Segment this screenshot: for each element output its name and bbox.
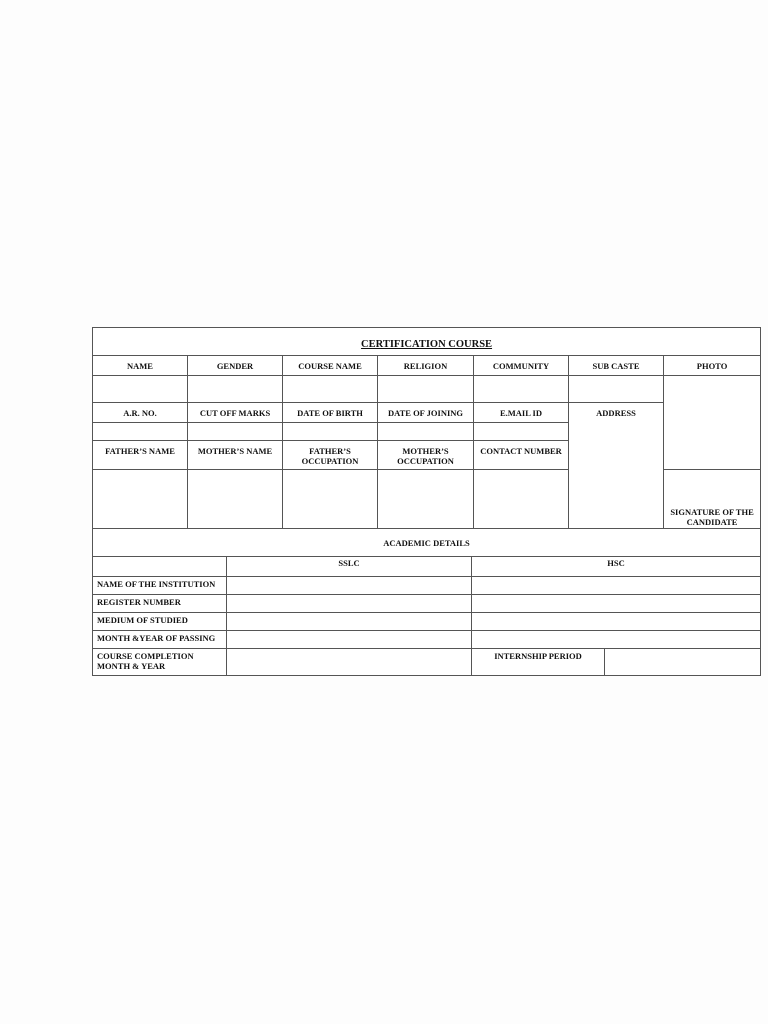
hsc-medium-field[interactable] — [472, 613, 761, 631]
ar-no-field[interactable] — [93, 423, 188, 441]
mothers-name-header: MOTHER’S NAME — [188, 441, 283, 470]
course-completion-label: COURSE COMPLETION MONTH & YEAR — [93, 649, 227, 676]
course-name-field[interactable] — [283, 376, 378, 403]
gender-header: GENDER — [188, 356, 283, 376]
name-field[interactable] — [93, 376, 188, 403]
cut-off-marks-field[interactable] — [188, 423, 283, 441]
register-number-label: REGISTER NUMBER — [93, 595, 227, 613]
contact-number-field[interactable] — [474, 470, 569, 529]
course-name-header: COURSE NAME — [283, 356, 378, 376]
internship-period-field[interactable] — [605, 649, 761, 676]
mothers-occupation-field[interactable] — [378, 470, 474, 529]
sub-caste-header: SUB CASTE — [569, 356, 664, 376]
fathers-name-header: FATHER’S NAME — [93, 441, 188, 470]
community-header: COMMUNITY — [474, 356, 569, 376]
academic-details-title: ACADEMIC DETAILS — [383, 537, 470, 548]
religion-header: RELIGION — [378, 356, 474, 376]
fathers-occupation-field[interactable] — [283, 470, 378, 529]
academic-details-title-cell — [93, 529, 761, 557]
religion-field[interactable] — [378, 376, 474, 403]
medium-label: MEDIUM OF STUDIED — [93, 613, 227, 631]
sub-caste-field[interactable] — [569, 376, 664, 403]
date-of-joining-field[interactable] — [378, 423, 474, 441]
hsc-institution-field[interactable] — [472, 577, 761, 595]
photo-header: PHOTO — [664, 356, 761, 376]
email-id-header: E.MAIL ID — [474, 403, 569, 423]
passing-month-year-label: MONTH &YEAR OF PASSING — [93, 631, 227, 649]
internship-period-label: INTERNSHIP PERIOD — [472, 649, 605, 676]
certification-form — [92, 327, 760, 676]
address-cell[interactable] — [569, 403, 664, 529]
date-of-joining-header: DATE OF JOINING — [378, 403, 474, 423]
address-header: ADDRESS — [596, 408, 636, 418]
signature-box[interactable] — [664, 470, 761, 529]
signature-label: SIGNATURE OF THE CANDIDATE — [670, 507, 754, 527]
form-title: CERTIFICATION COURSE — [361, 339, 493, 350]
academic-corner-cell — [93, 557, 227, 577]
fathers-name-field[interactable] — [93, 470, 188, 529]
mothers-occupation-header: MOTHER’S OCCUPATION — [378, 441, 474, 470]
form-title-cell — [93, 328, 761, 356]
academic-details-table — [92, 528, 761, 676]
ar-no-header: A.R. NO. — [93, 403, 188, 423]
institution-label: NAME OF THE INSTITUTION — [93, 577, 227, 595]
email-id-field[interactable] — [474, 423, 569, 441]
sslc-institution-field[interactable] — [227, 577, 472, 595]
hsc-header: HSC — [472, 557, 761, 577]
sslc-passing-field[interactable] — [227, 631, 472, 649]
fathers-occupation-header: FATHER’S OCCUPATION — [283, 441, 378, 470]
hsc-register-number-field[interactable] — [472, 595, 761, 613]
name-header: NAME — [93, 356, 188, 376]
sslc-medium-field[interactable] — [227, 613, 472, 631]
sslc-register-number-field[interactable] — [227, 595, 472, 613]
course-completion-field[interactable] — [227, 649, 472, 676]
photo-box[interactable] — [664, 376, 761, 470]
contact-number-header: CONTACT NUMBER — [474, 441, 569, 470]
gender-field[interactable] — [188, 376, 283, 403]
date-of-birth-header: DATE OF BIRTH — [283, 403, 378, 423]
sslc-header: SSLC — [227, 557, 472, 577]
personal-details-table — [92, 327, 761, 529]
hsc-passing-field[interactable] — [472, 631, 761, 649]
cut-off-marks-header: CUT OFF MARKS — [188, 403, 283, 423]
mothers-name-field[interactable] — [188, 470, 283, 529]
date-of-birth-field[interactable] — [283, 423, 378, 441]
community-field[interactable] — [474, 376, 569, 403]
